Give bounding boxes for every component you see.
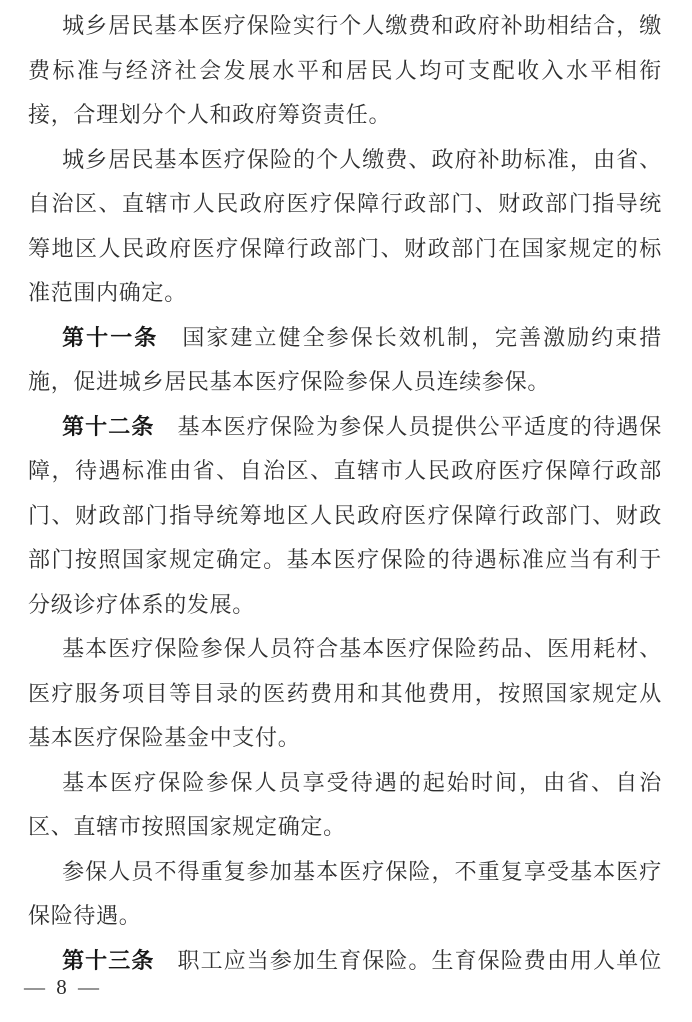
body-paragraph: 城乡居民基本医疗保险实行个人缴费和政府补助相结合，缴费标准与经济社会发展水平和居民人均可支配收入水平相衔接，合理划分个人和政府筹资责任。 <box>28 13 662 127</box>
article-number: 第十一条 <box>62 324 159 350</box>
body-paragraph: 基本医疗保险参保人员符合基本医疗保险药品、医用耗材、医疗服务项目等目录的医药费用和其他费用，按照国家规定从基本医疗保险基金中支付。 <box>28 636 662 750</box>
body-paragraph: 基本医疗保险参保人员享受待遇的起始时间，由省、自治区、直辖市按照国家规定确定。 <box>28 769 662 839</box>
body-paragraph: 城乡居民基本医疗保险的个人缴费、政府补助标准，由省、自治区、直辖市人民政府医疗保障行政部门、财政部门指导统筹地区人民政府医疗保障行政部门、财政部门在国家规定的标准范围内确定。 <box>28 146 662 305</box>
document-body <box>28 4 662 983</box>
body-paragraph: 参保人员不得重复参加基本医疗保险，不重复享受基本医疗保险待遇。 <box>28 858 662 928</box>
page-number: — 8 — <box>24 975 102 999</box>
article-paragraph: 第十二条 基本医疗保险为参保人员提供公平适度的待遇保障，待遇标准由省、自治区、直辖市人民政府医疗保障行政部门、财政部门指导统筹地区人民政府医疗保障行政部门、财政部门按照国家规定确定。基本医疗保险的待遇标准应当有利于分级诊疗体系的发展。 <box>28 413 662 617</box>
article-number: 第十二条 <box>62 413 155 439</box>
article-number: 第十三条 <box>62 947 155 973</box>
article-paragraph: 第十三条 职工应当参加生育保险。生育保险费由用人单位 <box>62 947 662 973</box>
article-paragraph: 第十一条 国家建立健全参保长效机制，完善激励约束措施，促进城乡居民基本医疗保险参保人员连续参保。 <box>28 324 662 394</box>
